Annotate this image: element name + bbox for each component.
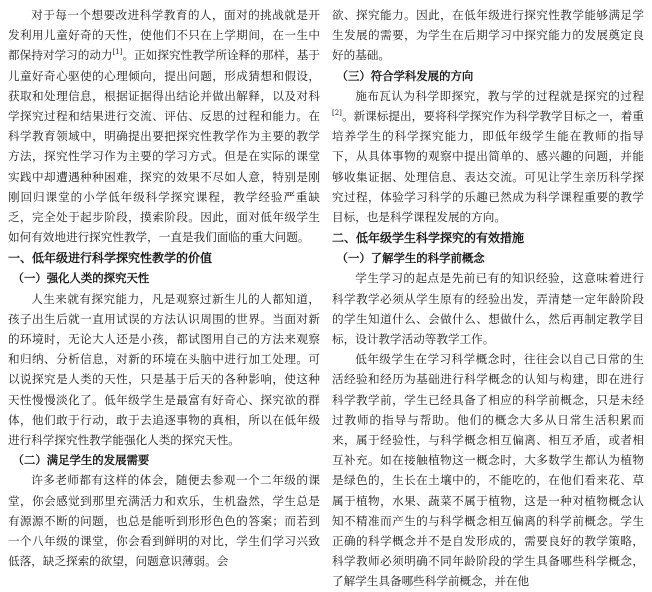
paragraph-1-2-cont: 欲、探究能力。因此，在低年级进行探究性教学能够满足学生发展的需要，为学生在后期学习中探究能力的发展奠定良好的基础。 [332, 8, 644, 63]
intro-paragraph [8, 5, 320, 247]
subsection-heading-1-1: （一）强化人类的探究天性 [12, 271, 150, 286]
paragraph-1-1: 人生来就有探究能力，凡是观察过新生儿的人都知道，孩子出生后就一直用试误的方法认识周围的世界。当面对新的环境时，无论大人还是小孩，都试图用自己的方法来观察和归纳、分析信息，对新的环境在头脑中进行加工处理。可以说探究是人类的天性，只是基于后天的各种影响，使这种天性慢慢淡化了。低年级学生是最富有好奇心、探究欲的群体，他们敢于行动，敢于去追逐事物的真相，所以在低年级进行科学探究性教学能强化人类的探究天性。 [8, 291, 320, 448]
paragraph-1-3-text-a: 施布瓦认为科学即探究，教与学的过程就是探究的过程 [355, 88, 644, 103]
paragraph-2-1b: 低年级学生在学习科学概念时，往往会以自己日常的生活经验和经历为基础进行科学概念的认知与构建，即在进行科学教学前，学生已经具备了相应的科学前概念，只是未经过教师的指导与帮助。他们的概念大多从日常生活积累而来，属于经验性，与科学概念相互偏离、相互矛盾，或者相互补充。如在接触植物这一概念时，大多数学生都认为植物是绿色的，生长在土壤中的，不能吃的，在他们看来花、草属于植物，水果、蔬菜不属于植物，这是一种对植物概念认知不精准而产生的与科学概念相互偏离的科学前概念。学生正确的科学概念并不是自发形成的，需要良好的教学策略，科学教师必须明确不同年龄阶段的学生具备哪些科学概念，了解学生具备哪些科学前概念，并在他 [332, 352, 644, 589]
section-heading-1: 一、低年级进行科学探究性教学的价值 [8, 251, 213, 266]
intro-text-a: 对于每一个想要改进科学教育的人，面对的挑战就是开发利用儿童好奇的天性，使他们不只在上学期间，在一生中都保持对学习的动力 [8, 8, 320, 63]
paragraph-1-3 [332, 86, 644, 227]
subsection-heading-1-3: （三）符合学科发展的方向 [336, 68, 474, 83]
citation-ref-1: [1] [112, 48, 123, 57]
subsection-heading-1-2: （二）满足学生的发展需要 [12, 453, 150, 468]
paragraph-1-2: 许多老师都有这样的体会，随便去参观一个二年级的课堂，你会感觉到那里充满活力和欢乐，生机盎然，学生总是有源源不断的问题，也总是能听到形形色色的答案；而若到一个八年级的课堂，你会看到鲜明的对比，学生们学习兴致低落，缺乏探索的欲望，问题意识薄弱。会 [8, 473, 320, 569]
subsection-heading-2-1: （一）了解学生的科学前概念 [336, 251, 485, 266]
paragraph-1-3-text-b: 。新课标提出，要将科学探究作为科学教学目标之一，着重培养学生的科学探究能力，即低年级学生能在教师的指导下，从具体事物的观察中提出简单的、感兴趣的问题，并能够收集证据、处理信息、表达交流。可见让学生亲历科学探究过程，体验学习科学的乐趣已然成为科学课程重要的教学目标，也是科学课程发展的方向。 [332, 109, 644, 225]
paragraph-2-1a: 学生学习的起点是先前已有的知识经验，这意味着进行科学教学必须从学生原有的经验出发，弄清楚一定年龄阶段的学生知道什么、会做什么、想做什么，然后再制定教学目标，设计教学活动等教学工作。 [332, 271, 644, 347]
intro-text-b: 。正如探究性教学所诠释的那样，基于儿童好奇心驱使的心理倾向，提出问题，形成猜想和假设，获取和处理信息，根据证据得出结论并做出解释，以及对科学探究过程和结果进行交流、评估、反思的过程和能力。在科学教育领域中，明确提出要把探究性教学作为主要的教学方法，探究性学习作为主要的学习方式。但是在实际的课堂实践中却遭遇种种困难，探究的效果不尽如人意，特别是刚刚回归课堂的小学低年级科学探究课程，教学经验严重缺乏，完全处于起步阶段，摸索阶段。因此，面对低年级学生如何有效地进行探究性教学，一直是我们面临的重大问题。 [8, 48, 320, 245]
section-heading-2: 二、低年级学生科学探究的有效措施 [332, 231, 525, 246]
left-column [8, 5, 320, 571]
citation-ref-2: [2] [332, 109, 342, 118]
right-column [332, 5, 644, 592]
